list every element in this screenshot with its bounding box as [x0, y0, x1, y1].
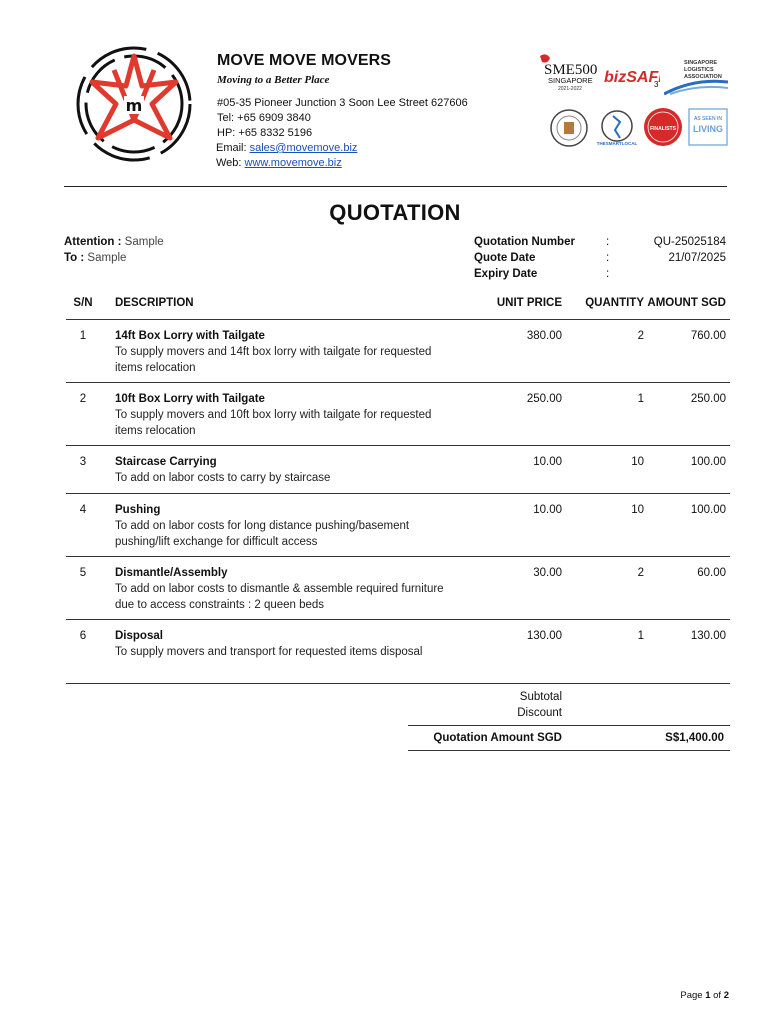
row-item-title: Disposal	[115, 630, 163, 642]
email-link[interactable]: sales@movemove.biz	[249, 142, 358, 154]
row-sn: 1	[79, 330, 87, 342]
row-amount: 60.00	[697, 567, 726, 579]
page-indicator	[680, 990, 729, 1001]
table-row	[66, 320, 730, 383]
row-quantity: 1	[637, 630, 644, 642]
row-quantity: 10	[631, 504, 644, 516]
row-item-title: 14ft Box Lorry with Tailgate	[115, 330, 265, 342]
row-item-desc: To supply movers and 10ft box lorry with tailgate for requested items relocation	[115, 409, 432, 437]
page-of: of	[710, 990, 724, 1001]
company-web-line	[216, 156, 342, 171]
svg-text:bizSAFE: bizSAF	[604, 69, 659, 86]
page-label: Page	[680, 990, 706, 1001]
attention-line	[64, 234, 164, 250]
svg-text:3: 3	[654, 80, 659, 89]
row-description	[115, 454, 495, 486]
totals-divider-bottom	[408, 750, 730, 751]
email-label: Email:	[216, 142, 250, 154]
total-label: Quotation Amount SGD	[433, 732, 562, 744]
to-label: To :	[64, 252, 85, 264]
page-current: 1	[705, 990, 711, 1001]
row-amount: 250.00	[690, 393, 726, 405]
svg-text:LIVING: LIVING	[692, 124, 724, 134]
table-row	[66, 446, 730, 494]
recipient-block	[64, 234, 164, 266]
colon: :	[606, 268, 610, 280]
row-unit-price: 30.00	[533, 567, 562, 579]
row-quantity: 2	[637, 330, 644, 342]
svg-text:SINGAPORE: SINGAPORE	[548, 76, 593, 85]
svg-text:LOGISTICS: LOGISTICS	[684, 67, 714, 73]
row-unit-price: 10.00	[533, 504, 562, 516]
row-quantity: 2	[637, 567, 644, 579]
row-amount: 130.00	[690, 630, 726, 642]
quote-date-row	[474, 250, 726, 266]
svg-text:SME500: SME500	[544, 62, 598, 78]
company-name: MOVE MOVE MOVERS	[217, 52, 392, 69]
row-description	[115, 502, 495, 550]
svg-text:SINGAPORE: SINGAPORE	[684, 60, 718, 66]
row-item-desc: To add on labor costs to carry by staircase	[115, 472, 331, 484]
row-amount: 100.00	[690, 504, 726, 516]
svg-text:AS SEEN IN: AS SEEN IN	[693, 116, 723, 122]
row-item-title: Staircase Carrying	[115, 456, 217, 468]
totals-divider	[408, 725, 730, 726]
row-item-desc: To add on labor costs for long distance pushing/basement pushing/lift exchange for difficult access	[115, 520, 410, 548]
totals-labels	[470, 689, 562, 721]
bizsafe-badge	[604, 58, 660, 90]
subtotal-label: Subtotal	[519, 691, 562, 703]
web-label: Web:	[216, 157, 245, 169]
svg-text:FINALISTS: FINALISTS	[650, 126, 676, 132]
to-line	[64, 250, 164, 266]
discount-label: Discount	[517, 707, 562, 719]
attention-label: Attention :	[64, 236, 122, 248]
quote-date-label: Quote Date	[474, 252, 536, 264]
company-tagline: Moving to a Better Place	[217, 74, 330, 86]
row-amount: 760.00	[690, 330, 726, 342]
svg-text:2021-2022: 2021-2022	[558, 86, 582, 92]
row-item-desc: To supply movers and 14ft box lorry with tailgate for requested items relocation	[115, 346, 432, 374]
row-sn: 2	[79, 393, 87, 405]
sla-badge	[664, 56, 728, 96]
company-tel: Tel: +65 6909 3840	[217, 112, 311, 124]
expiry-date-row	[474, 266, 726, 282]
table-row	[66, 383, 730, 446]
as-seen-in-badge	[688, 108, 728, 153]
row-item-desc: To add on labor costs to dismantle & assemble required furniture due to access constraints : 2 queen beds	[115, 583, 444, 611]
row-description	[115, 565, 495, 613]
company-hp: HP: +65 8332 5196	[217, 127, 313, 139]
quotation-number-row	[474, 234, 726, 250]
web-link[interactable]: www.movemove.biz	[244, 157, 342, 169]
svg-text:ASSOCIATION: ASSOCIATION	[684, 74, 722, 80]
company-address: #05-35 Pioneer Junction 3 Soon Lee Street 627606	[217, 97, 468, 109]
row-item-desc: To supply movers and transport for requested items disposal	[115, 646, 423, 658]
header-quantity: QUANTITY	[585, 297, 644, 309]
row-quantity: 1	[637, 393, 644, 405]
table-header	[66, 296, 730, 320]
attention-value: Sample	[121, 236, 164, 248]
colon: :	[606, 252, 610, 264]
header-unit-price: UNIT PRICE	[496, 297, 562, 309]
row-sn: 6	[79, 630, 87, 642]
logo-letter: m	[125, 96, 143, 115]
quotation-meta	[474, 234, 726, 282]
header-sn: S/N	[73, 297, 93, 309]
svg-text:THESMARTLOCAL: THESMARTLOCAL	[596, 141, 638, 146]
row-unit-price: 130.00	[526, 630, 562, 642]
certification-seal-badge	[549, 108, 589, 153]
expiry-date-label: Expiry Date	[474, 268, 538, 280]
header-description: DESCRIPTION	[115, 297, 194, 309]
sme500-badge	[538, 52, 600, 92]
row-unit-price: 10.00	[533, 456, 562, 468]
row-amount: 100.00	[690, 456, 726, 468]
table-row	[66, 557, 730, 620]
smartlocal-badge	[596, 108, 638, 153]
row-sn: 4	[79, 504, 87, 516]
row-item-title: Dismantle/Assembly	[115, 567, 228, 579]
quotation-number-value: QU-25025184	[653, 236, 726, 248]
quote-date-value: 21/07/2025	[668, 252, 726, 264]
row-description	[115, 628, 495, 660]
to-value: Sample	[84, 252, 127, 264]
row-sn: 5	[79, 567, 87, 579]
expiry-date-value	[626, 266, 726, 282]
row-item-title: 10ft Box Lorry with Tailgate	[115, 393, 265, 405]
row-description	[115, 391, 495, 439]
colon: :	[606, 236, 610, 248]
row-item-title: Pushing	[115, 504, 161, 516]
row-unit-price: 250.00	[526, 393, 562, 405]
total-value: S$1,400.00	[665, 732, 724, 744]
table-row	[66, 494, 730, 557]
company-email-line	[216, 141, 357, 156]
table-row	[66, 620, 730, 684]
row-unit-price: 380.00	[526, 330, 562, 342]
company-logo	[72, 42, 196, 166]
quotation-number-label: Quotation Number	[474, 236, 575, 248]
finalists-badge	[643, 107, 683, 152]
page-total: 2	[723, 990, 729, 1001]
header-amount: AMOUNT SGD	[647, 297, 726, 309]
document-title: QUOTATION	[329, 200, 461, 225]
row-quantity: 10	[631, 456, 644, 468]
row-description	[115, 328, 495, 376]
header-divider	[64, 186, 727, 187]
row-sn: 3	[79, 456, 87, 468]
